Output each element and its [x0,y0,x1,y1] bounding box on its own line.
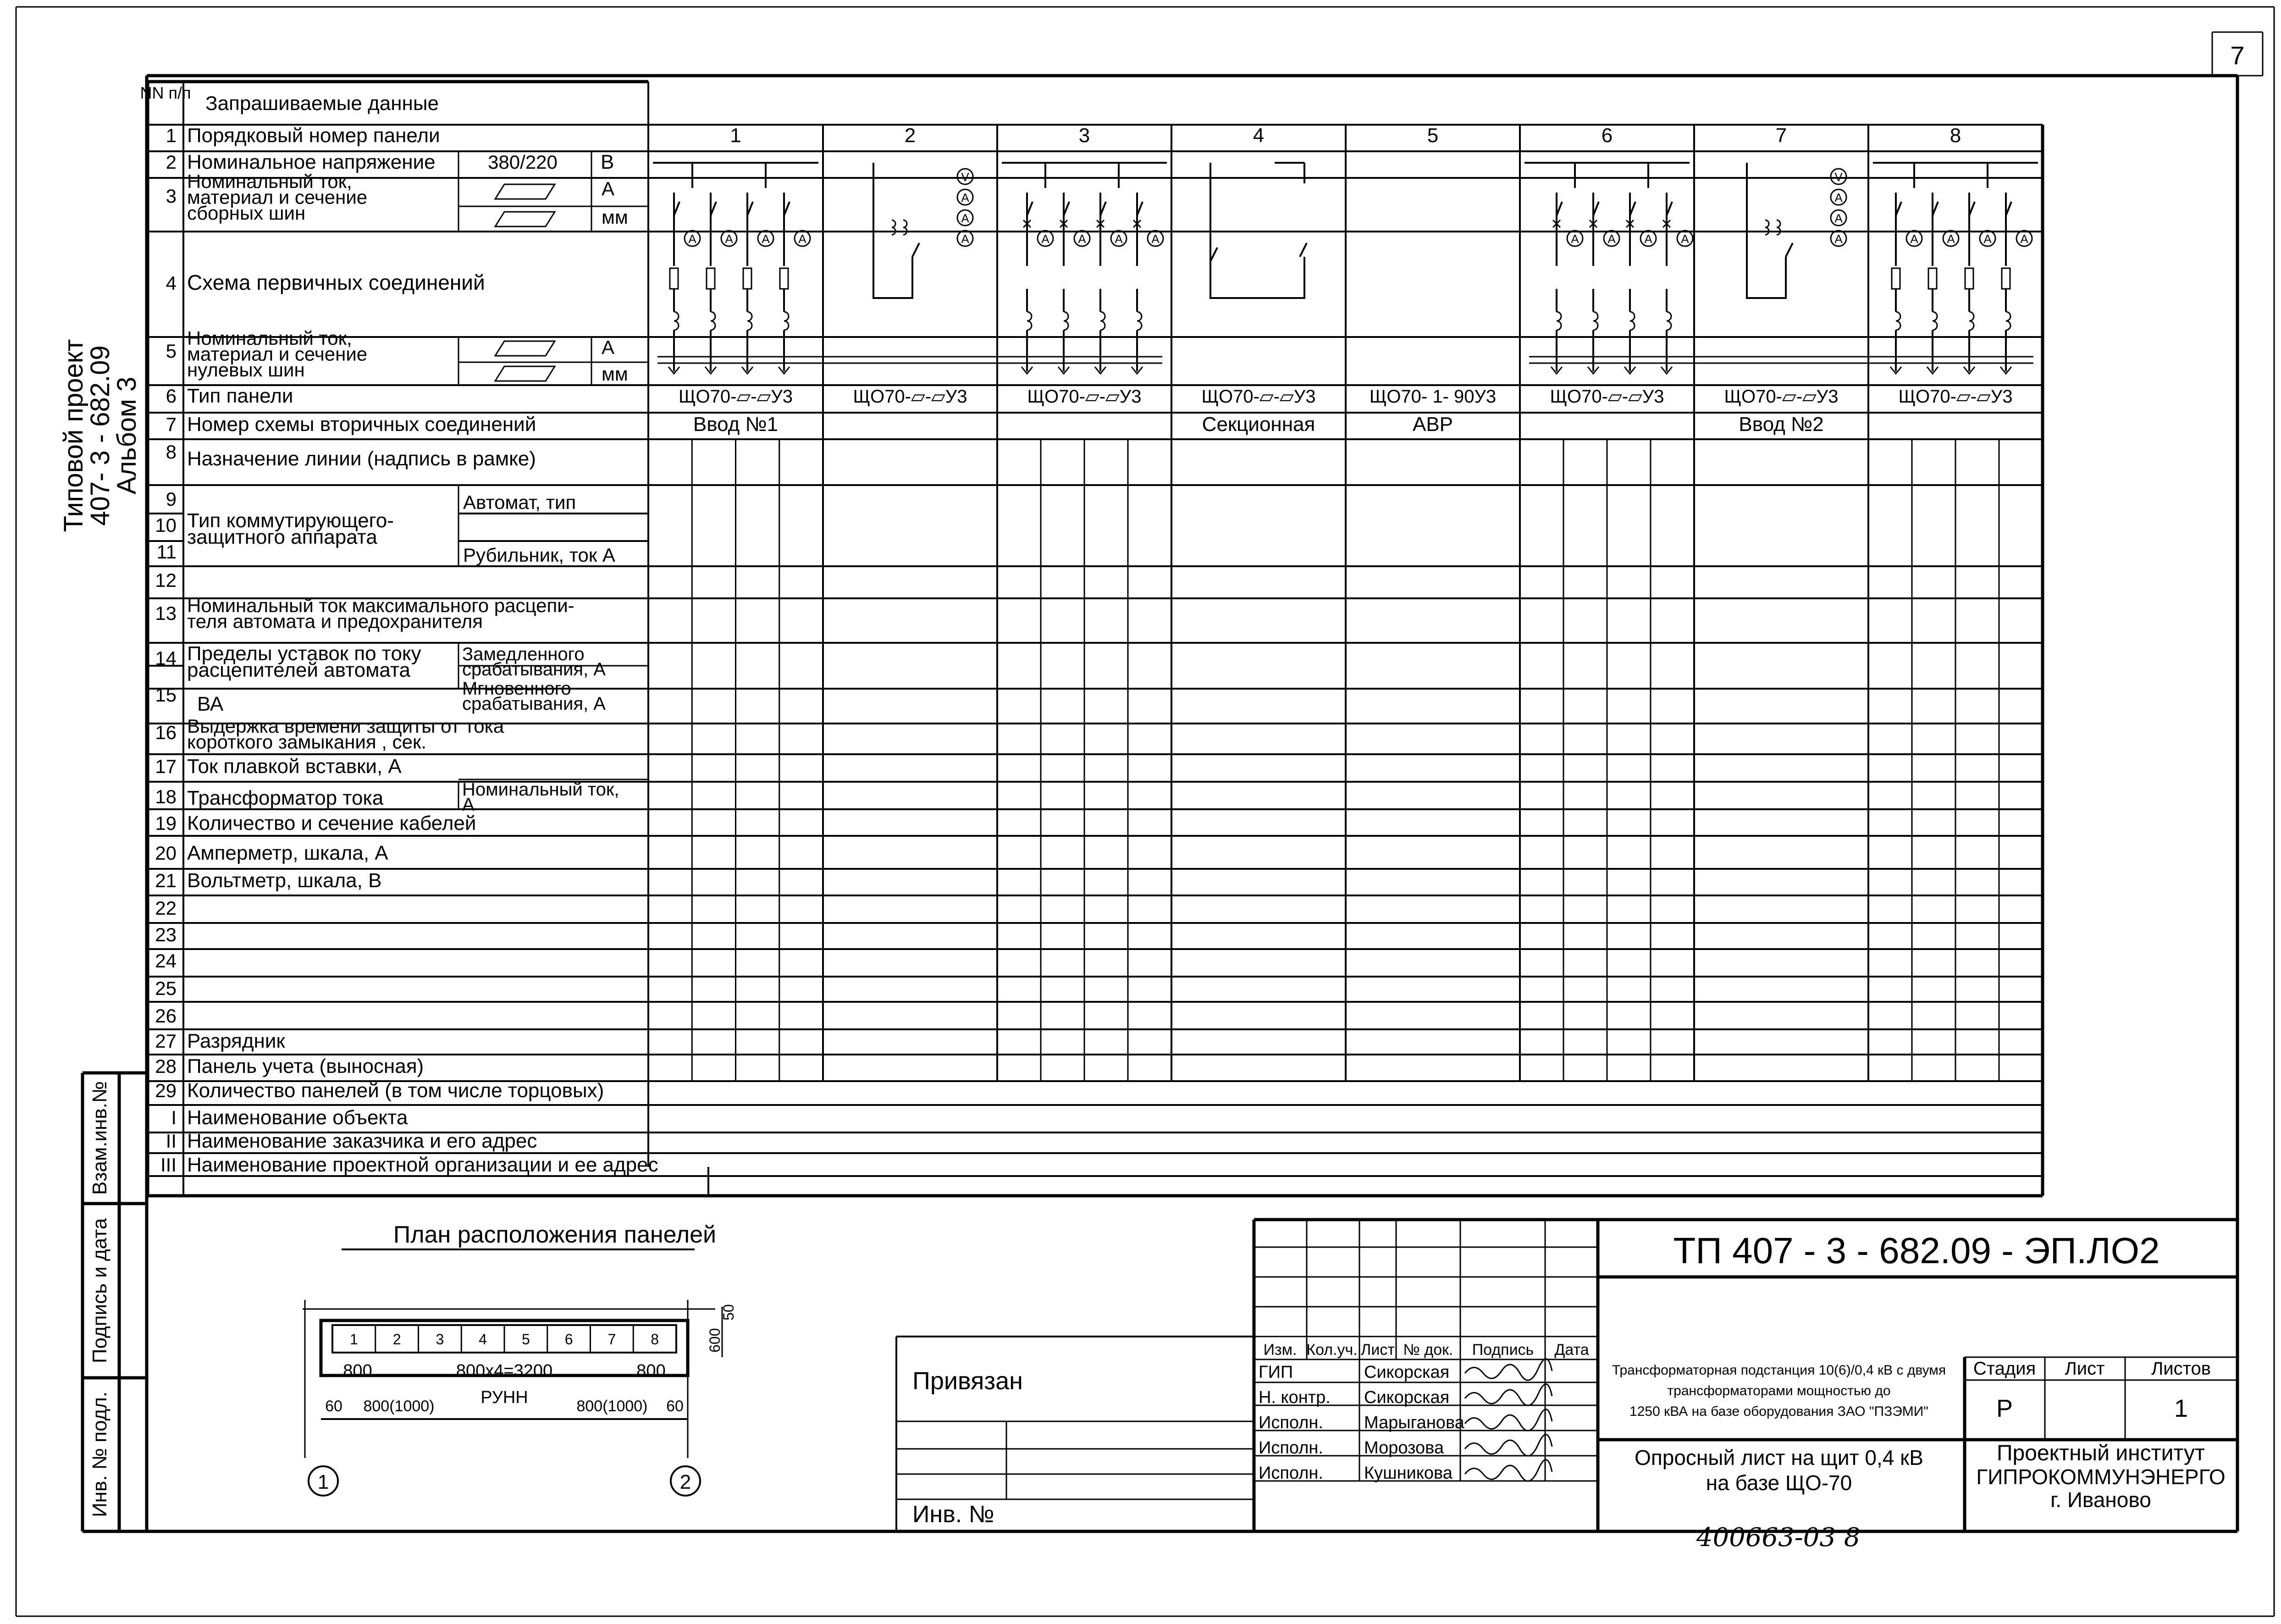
row-label: Количество и сечение кабелей [187,812,476,834]
plan-cell-number: 3 [436,1331,444,1348]
tb-project-line: 1250 кВА на базе оборудования ЗАО "ПЗЭМИ" [1629,1404,1928,1419]
row-number: 9 [166,488,177,510]
plan-dim: 800 [343,1361,372,1381]
sectional-link [1210,257,1304,298]
ammeter-icon-letter: A [1983,232,1992,246]
neutral-bus-symbol [495,341,555,356]
ct-symbol [1933,312,1937,330]
row-number: 25 [155,978,177,999]
panel-name: Ввод №2 [1739,413,1824,436]
plan-dim: 800x4=3200 [456,1361,553,1381]
row-label-line: сборных шин [187,202,306,224]
ct-symbol [1027,312,1032,330]
panel-number: 6 [1601,124,1613,147]
row-label: Тип панели [187,385,293,407]
tb-role: Исполн. [1259,1464,1323,1483]
row-label-line: Тип коммутирующего- [187,509,394,532]
row-number: 28 [155,1055,177,1077]
row-label-line: защитного аппарата [187,526,377,549]
panel-type: ЩО70-▱-▱У3 [1550,387,1664,407]
row-unit: мм [602,363,628,385]
plan-dim: 800(1000) [363,1398,435,1415]
fuse-symbol [670,268,678,289]
row-label-line: Пределы уставок по току [187,642,421,665]
ct-symbol [674,312,679,330]
fuse-symbol [743,268,751,289]
neutral-bus-symbol [495,366,555,381]
panel-name: Ввод №1 [693,413,779,436]
fuse-symbol [707,268,715,289]
tb-name: Кушникова [1364,1464,1453,1483]
row-label [187,595,574,632]
original-inv-label: Инв. № подл. [88,1391,111,1518]
plan-cell-number: 2 [392,1331,401,1348]
row-label: Ток плавкой вставки, А [187,755,402,778]
tb-signature [1465,1409,1552,1431]
row-label-line: материал и сечение [187,186,368,208]
panel-number: 2 [904,124,916,147]
title-block [896,1220,2237,1531]
row-number: 11 [156,541,177,563]
ct-symbol [1667,312,1671,330]
plan-title: План расположения панелей [393,1221,717,1248]
plan-dim: 60 [666,1398,684,1415]
ammeter-icon-letter: A [1151,232,1160,246]
row-label: Наименование заказчика и его адрес [187,1130,537,1152]
row-number: 15 [155,684,177,706]
handwritten-archive-note: 400663-03 8 [1696,1523,1861,1552]
row-number: 19 [155,812,177,834]
tb-role: Н. контр. [1259,1388,1331,1407]
ammeter-icon-letter: A [798,232,806,246]
tb-role: Исполн. [1259,1438,1323,1458]
ammeter-icon-letter: A [725,232,733,246]
row-number: 4 [166,272,177,294]
row-number: 8 [166,441,177,463]
ammeter-icon-letter: A [961,232,969,246]
row-number: 18 [155,786,177,807]
fuse-symbol [1965,268,1973,289]
tb-column-header: Изм. [1263,1341,1297,1359]
panel-name: Секционная [1202,413,1315,436]
panel-number: 3 [1078,124,1090,147]
header-num-label: NN п/п [140,83,191,102]
tb-lists-label: Листов [2151,1359,2211,1379]
tb-stage-label: Стадия [1973,1359,2036,1379]
switch-blade [1300,243,1307,257]
ammeter-icon-letter: A [1681,232,1689,246]
row-label-line: Мгновенного [462,679,571,699]
row-number: 23 [155,924,177,945]
tb-signature [1465,1460,1552,1481]
side-stamp-line2: 407- 3 - 682.09 [85,345,115,526]
tb-list-label: Лист [2065,1359,2105,1379]
ct-symbol [1137,312,1142,330]
row-label: Наименование объекта [187,1106,408,1129]
busbar-symbol [495,212,555,226]
row-number: 29 [155,1080,177,1101]
row-label: Номинальное напряжение [187,151,436,173]
switch-blade [912,243,919,257]
row-number: 17 [155,756,177,777]
row-label-line: Замедленного [462,644,585,664]
voltmeter-icon-letter: V [961,170,969,184]
ct-symbol [1969,312,1974,330]
row-unit: В [601,151,614,173]
plan-axis-label: 2 [679,1471,691,1493]
panel-type: ЩО70-▱-▱У3 [1027,387,1142,407]
ammeter-icon-letter: A [1607,232,1616,246]
ammeter-icon-letter: A [1078,232,1086,246]
row-number: 24 [155,950,177,972]
row-label: Амперметр, шкала, А [187,842,388,864]
tb-stage-value: Р [1996,1395,2013,1422]
fuse-symbol [2002,268,2010,289]
row-number: 7 [166,414,177,435]
tb-name: Сикорская [1364,1363,1450,1382]
panel-name: АВР [1412,413,1453,436]
header-title-label: Запрашиваемые данные [205,92,439,115]
page-number: 7 [2230,41,2245,70]
tb-org-line: г. Иваново [2050,1488,2151,1512]
ct-symbol [711,312,715,330]
row-label: Порядковый номер панели [187,124,440,147]
row-label: Количество панелей (в том числе торцовых) [187,1079,604,1102]
ct-symbol [2006,312,2010,330]
tb-column-header: Подпись [1472,1341,1534,1359]
ammeter-icon-letter: A [1644,232,1652,246]
ct-symbol [1765,220,1780,235]
row-label: Схема первичных соединений [187,271,485,294]
ammeter-icon-letter: A [1910,232,1918,246]
side-stamp-line1: Типовой проект [59,339,88,532]
ammeter-icon-letter: A [1834,232,1843,246]
row-label-line: теля автомата и предохранителя [187,610,483,632]
tb-signature [1465,1384,1552,1406]
ammeter-icon-letter: A [1115,232,1123,246]
row-number: 6 [166,385,177,407]
tb-column-header: № док. [1403,1341,1453,1359]
plan-cell-number: 8 [651,1331,659,1348]
row-label [187,715,504,752]
row-number: 13 [155,602,177,624]
tb-name: Морозова [1364,1438,1444,1458]
tb-project-line: Трансформаторная подстанция 10(6)/0,4 кВ с двумя [1612,1363,1946,1378]
row-number: 26 [155,1005,177,1027]
row-label [187,327,367,381]
ct-symbol [1896,312,1900,330]
ct-symbol [1557,312,1561,330]
row-unit: А [602,178,615,199]
panel-type: ЩО70-▱-▱У3 [1201,387,1316,407]
tb-role: Исполн. [1259,1413,1323,1432]
ammeter-icon-letter: A [961,211,969,225]
row-label-line: Номинальный ток, [187,327,352,349]
row-label-line: Номинальный ток, [187,171,352,192]
panel-number: 1 [730,124,741,147]
plan-cell-number: 5 [521,1331,530,1348]
row-label [187,642,421,681]
plan-dim-600: 600 [707,1328,723,1353]
plan-dim: 60 [325,1398,342,1415]
tb-column-header: Лист [1361,1341,1395,1359]
tb-lists-value: 1 [2174,1395,2188,1422]
side-stamp [59,339,142,532]
fuse-symbol [780,268,788,289]
row-label-va: ВА [197,693,224,715]
row-label-line: короткого замыкания , сек. [187,731,427,753]
panel-type: ЩО70-▱-▱У3 [1898,387,2013,407]
row-number: 5 [166,340,177,362]
row-sub-label [462,679,606,714]
busbar-symbol [495,184,555,199]
ct-symbol [1100,312,1105,330]
row-label-line: расцепителей автомата [187,659,411,682]
panel-type: ЩО70- 1- 90У3 [1369,387,1497,407]
voltmeter-icon-letter: V [1834,170,1843,184]
substitute-inv-label: Взам.инв.№ [88,1081,111,1195]
panel-type: ЩО70-▱-▱У3 [1724,387,1839,407]
ct-symbol [1064,312,1068,330]
row-label-line: срабатывания, А [462,693,606,714]
plan-axis-label: 1 [317,1471,329,1493]
row-value: 380/220 [488,151,558,173]
row-label-line: Номинальный ток максимального расцепи- [187,595,574,616]
panel-number: 4 [1253,124,1265,147]
row-label: Вольтметр, шкала, В [187,869,382,892]
row-label: Трансформатор тока [187,787,384,809]
plan-dim-50: 50 [720,1304,737,1320]
table-text [140,83,2013,1176]
panel-number: 8 [1950,124,1961,147]
fuse-symbol [1928,268,1937,289]
row-number: 1 [166,125,177,146]
row-label [187,509,394,548]
row-unit: мм [602,206,628,228]
row-label-line: материал и сечение [187,343,368,365]
fuse-symbol [1892,268,1900,289]
ct-symbol [892,220,907,235]
panel-type: ЩО70-▱-▱У3 [679,387,793,407]
row-label: Наименование проектной организации и ее адрес [187,1154,658,1176]
row-number: I [171,1107,177,1128]
tb-sheet-title: Опросный лист на щит 0,4 кВ [1635,1446,1923,1469]
ammeter-icon-letter: A [1834,191,1843,204]
row-label-line: А [462,794,475,815]
tb-org-line: Проектный институт [1997,1441,2205,1465]
row-number: III [160,1154,177,1176]
panel-number: 7 [1775,124,1787,147]
row-unit: А [602,337,615,358]
document-code: ТП 407 - 3 - 682.09 - ЭП.ЛО2 [1673,1230,2160,1271]
privyazan-label: Привязан [912,1367,1023,1395]
row-number: 3 [166,185,177,207]
switch-blade [1786,243,1793,257]
row-label: Назначение линии (надпись в рамке) [187,447,536,470]
ammeter-icon-letter: A [2020,232,2028,246]
row-number: 14 [155,647,177,669]
row-number: 22 [155,897,177,919]
tb-column-header: Кол.уч. [1306,1341,1358,1359]
signature-date-label: Подпись и дата [88,1218,111,1364]
plan-cell-number: 4 [479,1331,487,1348]
plan-cell-number: 1 [349,1331,358,1348]
row-label-line: Номинальный ток, [462,779,619,800]
ammeter-icon-letter: A [961,191,969,204]
margin-approval-columns [83,1073,147,1531]
table-grid [148,82,2043,1196]
row-number: 16 [155,722,177,743]
tb-signature [1465,1359,1552,1381]
ct-symbol [1593,312,1598,330]
panel-layout-plan [303,1221,737,1496]
ammeter-icon-letter: A [688,232,696,246]
row-label-line: срабатывания, А [462,659,606,679]
tb-sheet-title: на базе ЩО-70 [1706,1471,1852,1495]
ammeter-icon-letter: A [1834,211,1843,225]
row-number: 20 [155,842,177,864]
row-label-line: Выдержка времени защиты от тока [187,715,504,737]
inv-no-label: Инв. № [912,1501,994,1528]
panel-type: ЩО70-▱-▱У3 [853,387,967,407]
ammeter-icon-letter: A [1947,232,1955,246]
plan-cell-number: 7 [608,1331,616,1348]
ammeter-icon-letter: A [762,232,770,246]
row-label: Номер схемы вторичных соединений [187,413,536,436]
row-sub-label [462,644,606,679]
row-label [187,171,367,224]
ammeter-icon-letter: A [1571,232,1579,246]
ct-symbol [784,312,789,330]
tb-org-line: ГИПРОКОММУНЭНЕРГО [1976,1465,2226,1489]
row-number: 10 [155,514,177,536]
tb-signature [1465,1435,1552,1456]
plan-dim: 800 [636,1361,666,1381]
row-number: 12 [155,569,177,591]
tb-project-line: трансформаторами мощностью до [1667,1383,1891,1398]
tb-name: Марыганова [1364,1413,1464,1432]
plan-cell-number: 6 [564,1331,573,1348]
tb-role: ГИП [1259,1363,1293,1382]
questionnaire-table [140,82,2043,1196]
row-sub-label: Автомат, тип [463,492,576,513]
row-sub-label: Рубильник, ток А [463,544,615,566]
row-number: 27 [155,1030,177,1052]
tb-column-header: Дата [1554,1341,1589,1359]
tb-name: Сикорская [1364,1388,1450,1407]
row-number: 2 [166,151,177,173]
ammeter-icon-letter: A [1041,232,1049,246]
row-label: Разрядник [187,1030,285,1052]
ct-symbol [747,312,752,330]
row-number: 21 [155,870,177,891]
side-stamp-line3: Альбом 3 [112,376,142,495]
panel-number: 5 [1427,124,1439,147]
ct-symbol [1630,312,1635,330]
row-label-line: нулевых шин [187,359,305,381]
plan-runn-label: РУНН [481,1388,528,1407]
row-number: II [166,1130,177,1152]
plan-dim: 800(1000) [576,1398,648,1415]
row-label: Панель учета (выносная) [187,1055,424,1077]
